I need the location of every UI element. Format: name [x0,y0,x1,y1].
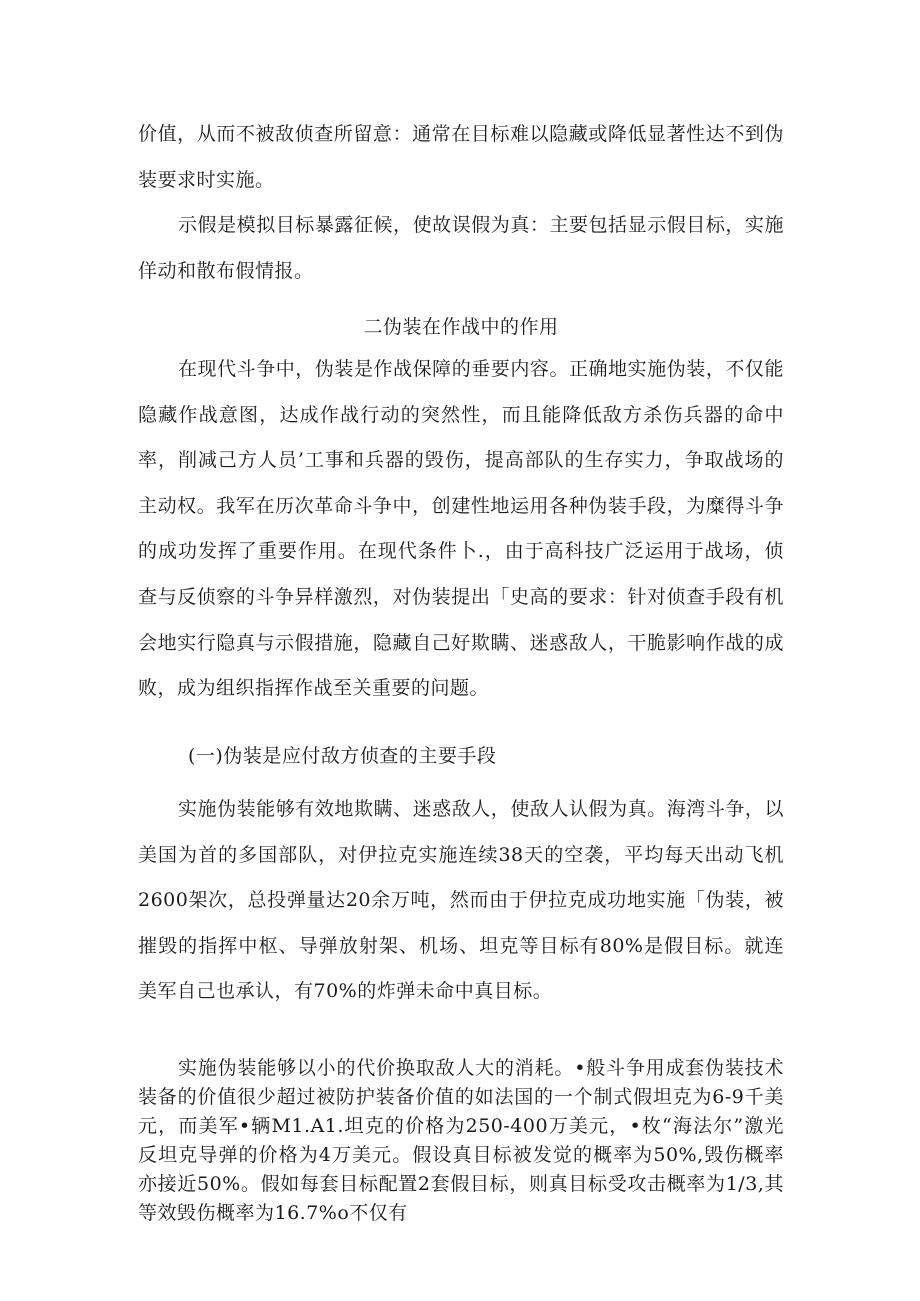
paragraph-5: 实施伪装能够以小的代价换取敌人大的消耗。•般斗争用成套伪装技术装备的价值很少超过被防护装备价值的如法国的一个制式假坦克为6-9千美元，而美军•辆M1.A1.坦克的价格为250-400万美元，•枚“海法尔”激光反坦克导弹的价格为4万美元。假设真目标被发觉的概率为50%,毁伤概率亦接近50%。假如每套目标配置2套假目标，则真目标受攻击概率为1/3,其等效毁伤概率为16.7%o不仅有 [138,1057,784,1224]
subsection-heading: (一)伪装是应付敌方侦查的主要手段 [188,745,497,767]
paragraph-2: 示假是模拟目标暴露征候，使故误假为真：主要包括显示假目标，实施佯动和散布假情报。 [138,214,784,282]
section-heading: 二伪装在作战中的作用 [363,316,559,338]
paragraph-4: 实施伪装能够有效地欺瞒、迷惑敌人，使敌人认假为真。海湾斗争，以美国为首的多国部队，对伊拉克实施连续38天的空袭，平均每天出动飞机2600架次，总投弹量达20余万吨，然而由于伊拉克成功地实施「伪装，被摧毁的指挥中枢、导弹放射架、机场、坦克等目标有80%是假目标。就连美军自己也承认，有70%的炸弹未命中真目标。 [138,798,784,1003]
paragraph-1: 价值，从而不被敌侦查所留意：通常在目标难以隐藏或降低显著性达不到伪装要求时实施。 [138,123,784,191]
paragraph-3: 在现代斗争中，伪装是作战保障的垂要内容。正确地实施伪装，不仅能隐藏作战意图，达成作战行动的突然性，而且能降低敌方杀伤兵器的命中率，削减己方人员’工事和兵器的毁伤，提高部队的生存实力，争取战场的主动权。我军在历次革命斗争中，创建性地运用各种伪装手段，为糜得斗争的成功发挥了重要作用。在现代条件卜.，由于高科技广泛运用于战场，侦查与反侦察的斗争异样激烈，对伪装提出「史高的要求：针对侦查手段有机会地实行隐真与示假措施，隐藏自己好欺瞒、迷惑敌人，干脆影响作战的成败，成为组织指挥作战至关重要的问题。 [138,358,784,700]
